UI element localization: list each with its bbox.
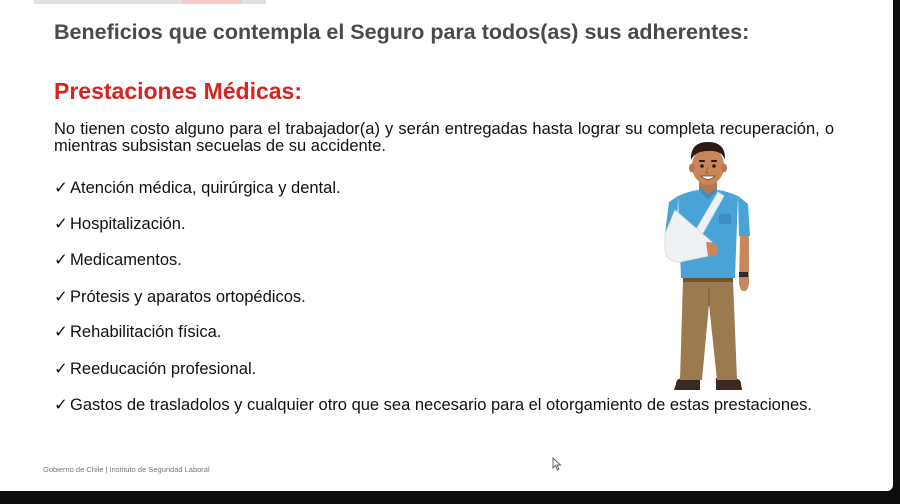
slide-heading: Beneficios que contempla el Seguro para todos(as) sus adherentes: — [54, 20, 750, 44]
check-icon: ✓ — [54, 360, 68, 378]
intro-paragraph: No tienen costo alguno para el trabajador(a) y serán entregadas hasta lograr su completa recuperación, o mientras subsistan secuelas de su accidente. — [54, 120, 834, 155]
pointer-cursor-icon — [552, 457, 562, 471]
benefit-text: Atención médica, quirúrgica y dental. — [70, 179, 341, 197]
check-icon: ✓ — [54, 323, 68, 341]
benefit-text: Gastos de trasladolos y cualquier otro que sea necesario para el otorgamiento de estas prestaciones. — [70, 396, 813, 414]
injured-worker-illustration — [662, 138, 754, 396]
check-icon: ✓ — [54, 179, 68, 197]
benefit-text: Rehabilitación física. — [70, 323, 222, 341]
benefit-text: Prótesis y aparatos ortopédicos. — [70, 288, 306, 306]
benefit-item — [54, 397, 834, 414]
section-title: Prestaciones Médicas: — [54, 78, 303, 104]
check-icon: ✓ — [54, 215, 68, 233]
check-icon: ✓ — [54, 251, 68, 269]
check-icon: ✓ — [54, 288, 68, 306]
slide-top-bar — [34, 0, 266, 4]
check-icon: ✓ — [54, 396, 68, 414]
benefit-text: Medicamentos. — [70, 251, 182, 269]
slide-top-bar-accent — [182, 0, 242, 4]
slide-footer: Gobierno de Chile | Instituto de Seguridad Laboral — [43, 465, 210, 474]
benefit-text: Hospitalización. — [70, 215, 186, 233]
benefit-text: Reeducación profesional. — [70, 360, 257, 378]
